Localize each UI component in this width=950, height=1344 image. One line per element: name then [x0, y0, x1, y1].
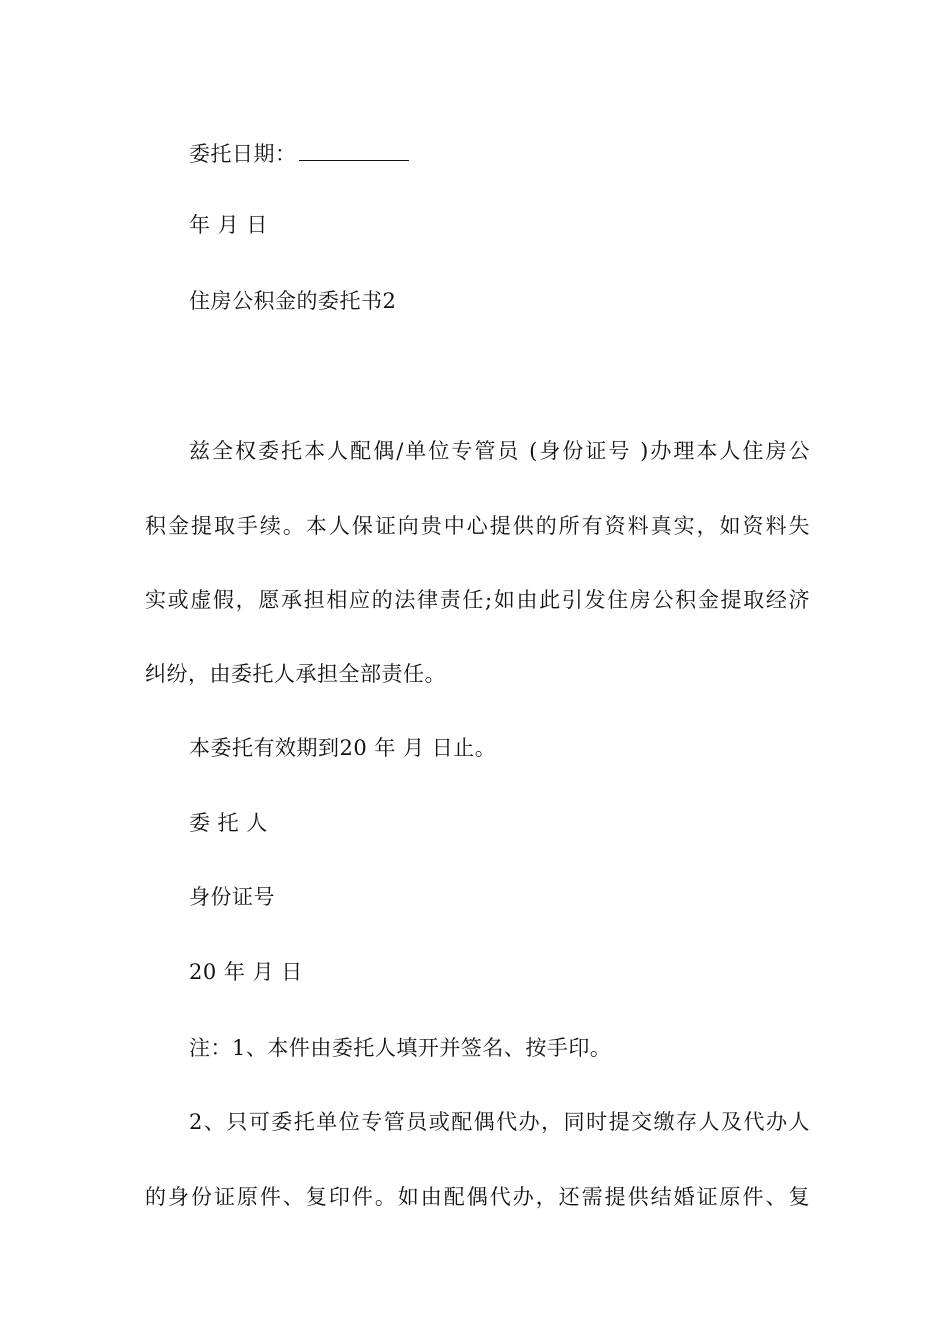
body-line-1: 兹全权委托本人配偶/单位专管员 (身份证号 )办理本人住房公: [189, 439, 810, 463]
entrust-date-label: 委托日期：: [189, 142, 297, 166]
entrust-date-blank: [299, 138, 409, 161]
note-2-line-1: 2、只可委托单位专管员或配偶代办，同时提交缴存人及代办人: [189, 1110, 810, 1134]
validity-line: 本委托有效期到20 年 月 日止。: [189, 736, 497, 760]
body-line-3: 实或虚假，愿承担相应的法律责任;如由此引发住房公积金提取经济: [145, 588, 810, 612]
section-title: 住房公积金的委托书2: [189, 289, 397, 313]
note-1: 注：1、本件由委托人填开并签名、按手印。: [189, 1036, 612, 1060]
note-2-line-2: 的身份证原件、复印件。如由配偶代办，还需提供结婚证原件、复: [145, 1185, 810, 1209]
body-line-2: 积金提取手续。本人保证向贵中心提供的所有资料真实，如资料失: [145, 514, 810, 538]
id-number-label: 身份证号: [189, 885, 275, 909]
body-line-4: 纠纷，由委托人承担全部责任。: [145, 662, 446, 686]
principal-label: 委 托 人: [189, 811, 268, 835]
sign-date-line: 20 年 月 日: [189, 960, 303, 984]
entrust-date-row: [189, 138, 810, 169]
date-line: 年 月 日: [189, 213, 268, 237]
